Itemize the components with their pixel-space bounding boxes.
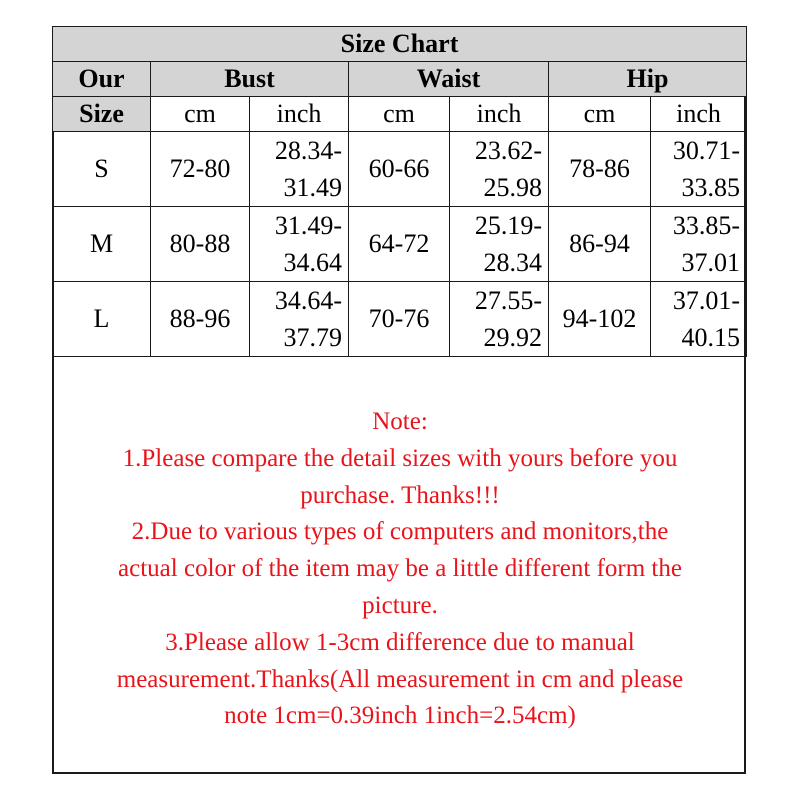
note-line: 2.Due to various types of computers and monitors,the bbox=[131, 518, 669, 546]
table-row bbox=[53, 132, 747, 207]
bust-inch-unit: inch bbox=[250, 97, 349, 132]
size-chart-table bbox=[52, 26, 747, 357]
waist-inch-to: 25.98 bbox=[483, 173, 542, 202]
waist-inch-unit: inch bbox=[450, 97, 549, 132]
hip-inch-to: 33.85 bbox=[681, 173, 741, 202]
title-row bbox=[53, 27, 747, 62]
bust-inch-from: 28.34- bbox=[274, 136, 342, 165]
note-line: 1.Please compare the detail sizes with yours before you bbox=[122, 444, 678, 472]
hip-inch-value bbox=[651, 282, 747, 357]
hip-inch-from: 30.71- bbox=[672, 136, 741, 165]
note-line: purchase. Thanks!!! bbox=[300, 481, 500, 509]
hip-inch-to: 40.15 bbox=[681, 323, 741, 352]
waist-inch-value bbox=[450, 207, 549, 282]
note-line: picture. bbox=[362, 591, 438, 619]
size-label: M bbox=[53, 207, 151, 282]
hip-header: Hip bbox=[549, 62, 747, 97]
hip-inch-unit: inch bbox=[651, 97, 747, 132]
bust-inch-to: 31.49 bbox=[283, 173, 342, 202]
waist-cm-value: 64-72 bbox=[349, 207, 450, 282]
bust-inch-to: 37.79 bbox=[283, 323, 342, 352]
hip-inch-value bbox=[651, 207, 747, 282]
table-row bbox=[53, 282, 747, 357]
note-line: note 1cm=0.39inch 1inch=2.54cm) bbox=[224, 702, 576, 730]
table-row bbox=[53, 207, 747, 282]
our-size-header-top: Our bbox=[53, 62, 151, 97]
waist-inch-value bbox=[450, 282, 549, 357]
hip-cm-value: 86-94 bbox=[549, 207, 651, 282]
bust-inch-from: 34.64- bbox=[274, 286, 342, 315]
hip-inch-from: 37.01- bbox=[672, 286, 741, 315]
waist-inch-to: 28.34 bbox=[483, 248, 542, 277]
our-size-header-bottom: Size bbox=[53, 97, 151, 132]
size-label: S bbox=[53, 132, 151, 207]
bust-inch-value bbox=[250, 132, 349, 207]
waist-inch-from: 27.55- bbox=[474, 286, 542, 315]
bust-inch-from: 31.49- bbox=[274, 211, 342, 240]
waist-cm-value: 60-66 bbox=[349, 132, 450, 207]
bust-header: Bust bbox=[151, 62, 349, 97]
waist-inch-to: 29.92 bbox=[483, 323, 542, 352]
note-line: actual color of the item may be a little different form the bbox=[118, 555, 682, 583]
bust-inch-value bbox=[250, 282, 349, 357]
waist-cm-value: 70-76 bbox=[349, 282, 450, 357]
bust-cm-value: 72-80 bbox=[151, 132, 250, 207]
note-line: measurement.Thanks(All measurement in cm and please bbox=[116, 665, 684, 693]
size-label: L bbox=[53, 282, 151, 357]
bust-inch-value bbox=[250, 207, 349, 282]
hip-inch-to: 37.01 bbox=[681, 248, 741, 277]
note-heading: Note: bbox=[372, 408, 428, 435]
chart-title: Size Chart bbox=[53, 27, 747, 62]
waist-inch-from: 25.19- bbox=[474, 211, 542, 240]
group-header-row bbox=[53, 62, 747, 97]
note-block bbox=[60, 404, 740, 735]
hip-inch-value bbox=[651, 132, 747, 207]
unit-header-row bbox=[53, 97, 747, 132]
bust-inch-to: 34.64 bbox=[283, 248, 342, 277]
waist-cm-unit: cm bbox=[349, 97, 450, 132]
waist-header: Waist bbox=[349, 62, 549, 97]
note-line: 3.Please allow 1-3cm difference due to manual bbox=[165, 628, 635, 656]
bust-cm-value: 88-96 bbox=[151, 282, 250, 357]
waist-inch-from: 23.62- bbox=[474, 136, 542, 165]
hip-cm-unit: cm bbox=[549, 97, 651, 132]
hip-cm-value: 78-86 bbox=[549, 132, 651, 207]
bust-cm-unit: cm bbox=[151, 97, 250, 132]
bust-cm-value: 80-88 bbox=[151, 207, 250, 282]
waist-inch-value bbox=[450, 132, 549, 207]
hip-inch-from: 33.85- bbox=[672, 211, 741, 240]
hip-cm-value: 94-102 bbox=[549, 282, 651, 357]
